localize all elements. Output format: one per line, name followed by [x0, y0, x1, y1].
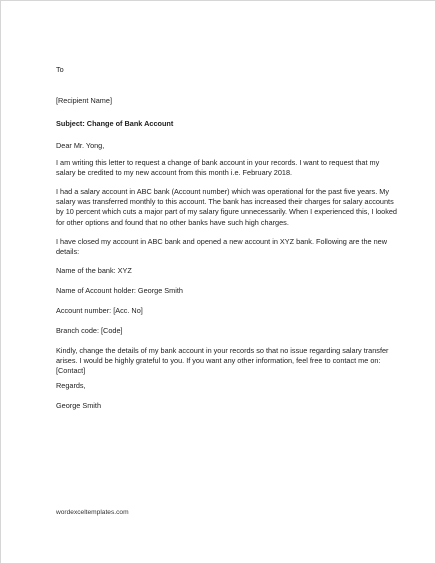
account-holder-detail: Name of Account holder: George Smith	[56, 286, 183, 295]
paragraph-line: by 10 percent which cuts a major part of my salary figure unnecessarily. When I experienced this, I looked	[56, 207, 397, 217]
paragraph-line: I had a salary account in ABC bank (Account number) which was operational for the past five years. My	[56, 187, 389, 196]
recipient-name: [Recipient Name]	[56, 96, 112, 105]
account-number-detail: Account number: [Acc. No]	[56, 306, 143, 315]
paragraph-line: details:	[56, 247, 80, 257]
paragraph-closing-request	[56, 346, 396, 377]
paragraph-request	[56, 158, 396, 178]
paragraph-line: salary was transferred monthly to this account. The bank has increased their charges for salary accounts	[56, 197, 394, 207]
paragraph-line: [Contact]	[56, 366, 86, 376]
to-label: To	[56, 65, 64, 74]
paragraph-line: for other options and found that no other banks have such high charges.	[56, 217, 289, 227]
signature-name: George Smith	[56, 401, 102, 410]
paragraph-line: Kindly, change the details of my bank account in your records so that no issue regarding salary transfer	[56, 346, 389, 355]
paragraph-background	[56, 187, 396, 228]
subject-line: Subject: Change of Bank Account	[56, 119, 174, 128]
branch-code-detail: Branch code: [Code]	[56, 326, 123, 335]
salutation: Dear Mr. Yong,	[56, 141, 105, 150]
footer-site-link[interactable]: wordexceltemplates.com	[56, 509, 129, 516]
paragraph-line: arises. I would be highly grateful to you. If you want any other information, feel free to contact me on:	[56, 356, 381, 366]
bank-name-detail: Name of the bank: XYZ	[56, 266, 132, 275]
paragraph-line: I have closed my account in ABC bank and opened a new account in XYZ bank. Following are the new	[56, 237, 387, 246]
paragraph-line: I am writing this letter to request a change of bank account in your records. I want to request that my	[56, 158, 380, 167]
paragraph-new-account	[56, 237, 396, 257]
paragraph-line: salary be credited to my new account from this month i.e. February 2018.	[56, 168, 293, 178]
closing-phrase: Regards,	[56, 381, 86, 390]
